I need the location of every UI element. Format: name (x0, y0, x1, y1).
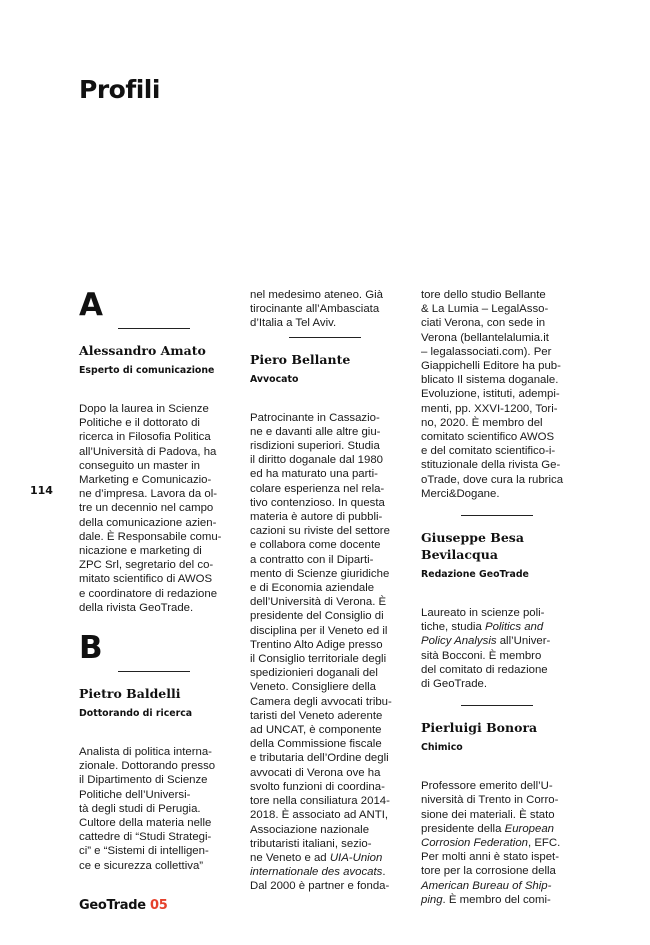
bio-line: & La Lumia – LegalAsso- (421, 303, 549, 316)
profile-name-amato: Alessandro Amato (79, 343, 206, 358)
bio-line: e del comitato scientifico-i- (421, 445, 556, 458)
bio-line: Camera degli avvocati tribu- (250, 695, 392, 708)
bio-line: taristi del Veneto aderente (250, 709, 383, 722)
profile-bio-bellante-part2 (421, 288, 573, 501)
bio-line: presidente della European (421, 822, 555, 835)
bio-line: blicato Il sistema doganale. (421, 374, 559, 387)
bio-line: Dal 2000 è partner e fonda- (250, 880, 390, 893)
bio-line: e collabora come docente (250, 539, 381, 552)
profile-bio-besa (421, 606, 573, 691)
bio-line: Associazione nazionale (250, 823, 370, 836)
bio-line: menti, pp. XXVI-1200, Tori- (421, 402, 558, 415)
bio-line: svolto funzioni di coordina- (250, 780, 385, 793)
bio-line: mitato scientifico di AWOS (79, 573, 213, 586)
profile-name-bellante: Piero Bellante (250, 351, 351, 367)
bio-line: ci” e “Sistemi di intelligen- (79, 845, 209, 858)
bio-line: della comunicazione azien- (79, 516, 217, 529)
bio-line: Policy Analysis all’Univer- (421, 635, 551, 648)
bio-line: ciati Verona, con sede in (421, 317, 546, 330)
profile-role-bellante: Avvocato (250, 373, 299, 385)
footer (79, 898, 168, 913)
bio-line: Politiche dell’Universi- (79, 788, 191, 801)
bio-line: zionale. Dottorando presso (79, 760, 216, 773)
bio-line: Veneto. Consigliere della (250, 681, 377, 694)
bio-line: ne Veneto e ad UIA-Union (250, 851, 383, 864)
profile-role-besa: Redazione GeoTrade (421, 569, 529, 581)
bio-line: ping. È membro del comi- (421, 893, 551, 906)
bio-line: materia è autore di pubbli- (250, 511, 383, 524)
divider (461, 515, 533, 516)
bio-line: sità Bocconi. È membro (421, 649, 542, 662)
section-letter-b: B (79, 630, 103, 667)
bio-line: sione dei materiali. È stato (421, 808, 555, 821)
bio-line: cazioni su riviste del settore (250, 525, 390, 538)
column-3 (421, 288, 573, 907)
bio-line: ricerca in Filosofia Politica (79, 431, 211, 444)
bio-line: Analista di politica interna- (79, 746, 212, 759)
profile-bio-bonora (421, 779, 573, 907)
bio-line: nicazione e marketing di (79, 545, 202, 558)
bio-line: della rivista GeoTrade. (79, 601, 194, 614)
profile-role-bonora: Chimico (421, 742, 463, 754)
bio-line: Politiche e il dottorato di (79, 417, 200, 430)
bio-line: risdizioni superiori. Studia (250, 440, 380, 453)
bio-line: tivo contenzioso. In questa (250, 496, 385, 509)
bio-line: oTrade, dove cura la rubrica (421, 473, 564, 486)
bio-line: della Commissione fiscale (250, 738, 382, 751)
bio-line: comitato scientifico AWOS (421, 431, 555, 444)
bio-line: ce e sicurezza collettiva” (79, 859, 204, 872)
bio-line: mento di Scienze giuridiche (250, 567, 390, 580)
column-1 (79, 288, 229, 873)
bio-line: il diritto doganale dal 1980 (250, 454, 383, 467)
bio-line: disciplina per il Veneto ed il (250, 624, 388, 637)
bio-line: Trentino Alto Adige presso (250, 638, 383, 651)
bio-line: colare esperienza nel rela- (250, 482, 385, 495)
bio-line: dell’Università di Verona. È (250, 596, 387, 609)
profile-role-baldelli: Dottorando di ricerca (79, 708, 193, 720)
bio-line: – legalassociati.com). Per (421, 345, 552, 358)
bio-line: tore nella consiliatura 2014- (250, 795, 390, 808)
bio-line: tirocinante all’Ambasciata (250, 303, 380, 316)
bio-line: Verona (bellantelalumia.it (421, 331, 549, 344)
bio-line: presidente del Consiglio di (250, 610, 384, 623)
bio-line: il Consiglio territoriale degli (250, 653, 387, 666)
bio-line: d’Italia a Tel Aviv. (250, 317, 337, 330)
section-letter-a: A (79, 287, 103, 323)
bio-line: tore dello studio Bellante (421, 289, 546, 301)
bio-line: tà degli studi di Perugia. (79, 802, 201, 815)
bio-line: ad UNCAT, è componente (250, 724, 382, 737)
bio-line: Cultore della materia nelle (79, 817, 212, 830)
bio-line: ed ha maturato una parti- (250, 468, 378, 481)
bio-line: nel medesimo ateneo. Già (250, 289, 383, 301)
bio-line: tre un decennio nel campo (79, 502, 214, 515)
bio-line: stituzionale della rivista Ge- (421, 459, 561, 472)
bio-line: niversità di Trento in Corro- (421, 794, 559, 807)
profile-name-besa-line2: Bevilacqua (421, 547, 498, 563)
bio-line: avvocati di Verona ove ha (250, 766, 381, 779)
column-2 (250, 288, 400, 894)
bio-line: Professore emerito dell’U- (421, 780, 553, 793)
bio-line: American Bureau of Ship- (421, 879, 552, 892)
divider (461, 705, 533, 706)
bio-line: e tributaria dell’Ordine degli (250, 752, 389, 765)
page-title: Profili (79, 75, 160, 104)
bio-line: Laureato in scienze poli- (421, 607, 545, 620)
profile-bio-baldelli-part2 (250, 288, 400, 331)
bio-line: a contratto con il Diparti- (250, 553, 374, 566)
page-number: 114 (30, 484, 53, 497)
bio-line: ne e davanti alle altre giu- (250, 425, 381, 438)
divider (118, 671, 190, 672)
bio-line: conseguito un master in (79, 459, 200, 472)
bio-line: dale. È Responsabile comu- (79, 530, 222, 543)
bio-line: di GeoTrade. (421, 678, 488, 691)
divider (118, 328, 190, 329)
bio-line: no, 2020. È membro del (421, 416, 543, 429)
profile-name-baldelli: Pietro Baldelli (79, 686, 181, 702)
bio-line: Merci&Dogane. (421, 487, 500, 500)
bio-line: 2018. È associato ad ANTI, (250, 809, 389, 822)
bio-line: Patrocinante in Cassazio- (250, 411, 380, 424)
footer-brand: GeoTrade (79, 898, 146, 913)
bio-line: Giappichelli Editore ha pub- (421, 360, 561, 373)
bio-line: Marketing e Comunicazio- (79, 474, 212, 487)
bio-line: tore per la corrosione della (421, 865, 556, 878)
bio-line: Dopo la laurea in Scienze (79, 403, 209, 415)
bio-line: ne d’impresa. Lavora da ol- (79, 488, 218, 501)
bio-line: cattedre di “Studi Strategi- (79, 831, 212, 844)
bio-line: Per molti anni è stato ispet- (421, 851, 560, 864)
bio-line: ZPC Srl, segretario del co- (79, 559, 214, 572)
bio-line: tributaristi italiani, sezio- (250, 837, 372, 850)
footer-issue: 05 (150, 898, 168, 913)
bio-line: e coordinatore di redazione (79, 587, 218, 600)
bio-line: all’Università di Padova, ha (79, 445, 217, 458)
profile-role-amato: Esperto di comunicazione (79, 365, 215, 376)
profile-bio-amato (79, 402, 229, 615)
bio-line: internationale des avocats. (250, 866, 386, 879)
bio-line: Corrosion Federation, EFC. (421, 837, 561, 850)
profile-name-besa-line1: Giuseppe Besa (421, 530, 524, 546)
profile-bio-bellante-part1 (250, 411, 400, 894)
bio-line: il Dipartimento di Scienze (79, 774, 208, 787)
bio-line: del comitato di redazione (421, 663, 548, 676)
bio-line: tiche, studia Politics and (421, 621, 544, 634)
bio-line: Evoluzione, istituti, adempi- (421, 388, 560, 401)
bio-line: spedizionieri doganali del (250, 667, 378, 680)
bio-line: e di Economia aziendale (250, 582, 375, 595)
profile-name-bonora: Pierluigi Bonora (421, 720, 538, 736)
divider (289, 337, 361, 338)
profile-name-besa (421, 529, 573, 563)
profile-bio-baldelli-part1 (79, 745, 229, 873)
